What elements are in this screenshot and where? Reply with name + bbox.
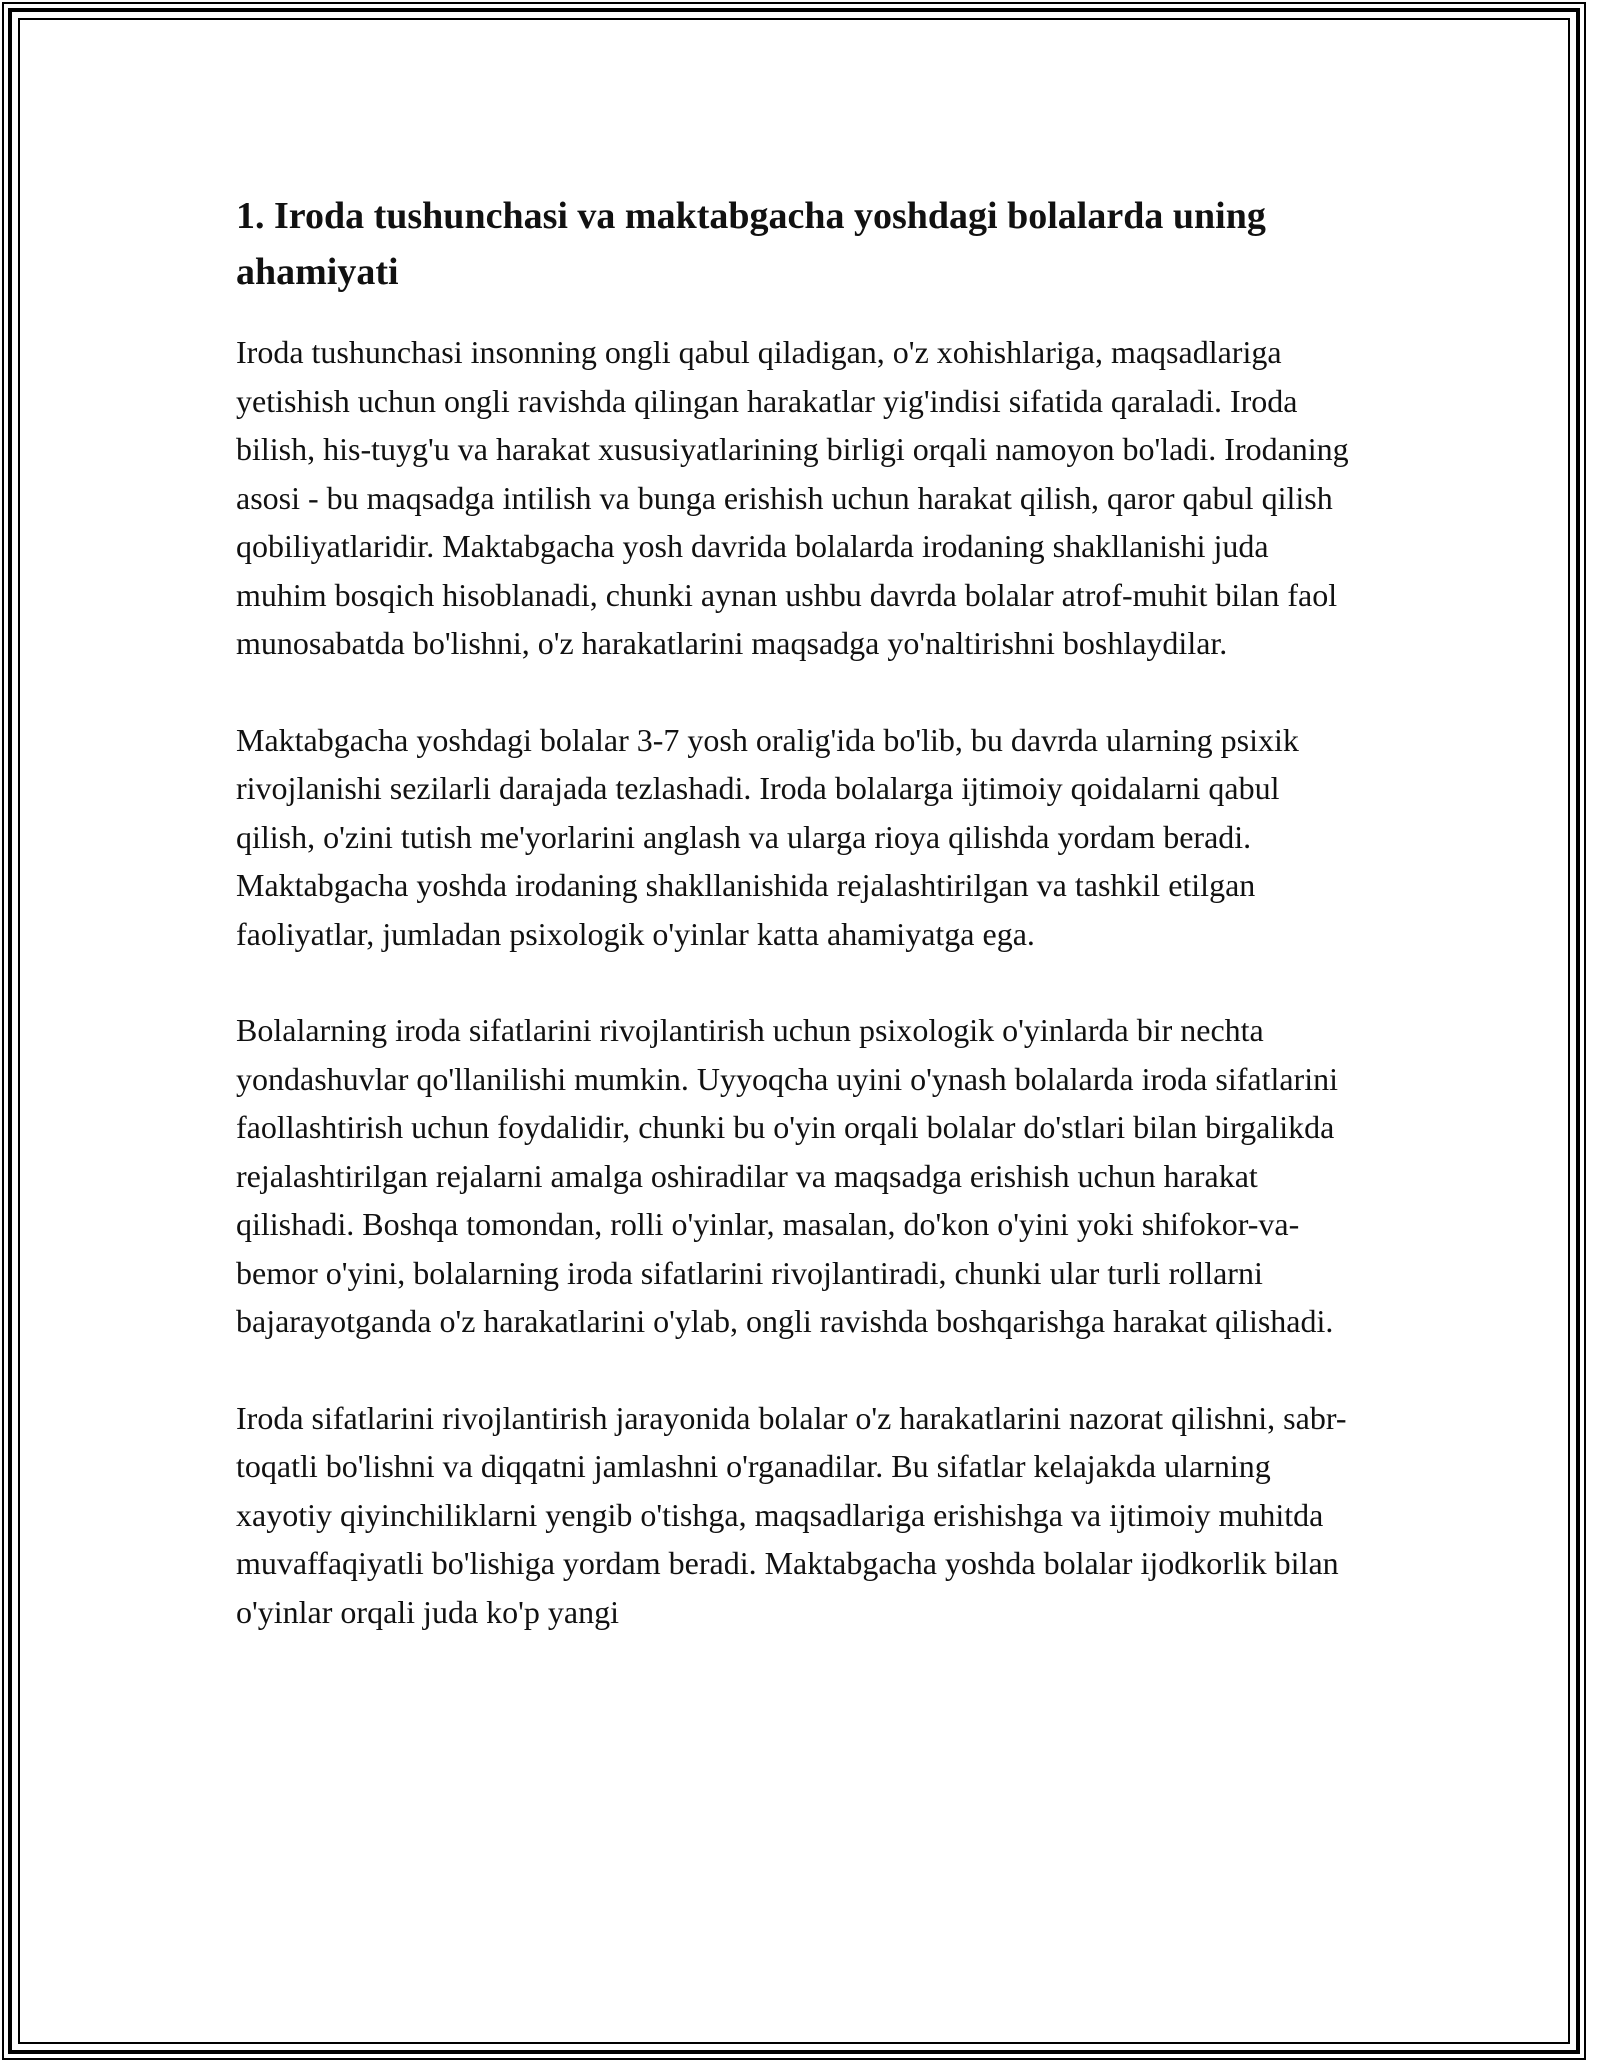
- paragraph-3: Bolalarning iroda sifatlarini rivojlantirish uchun psixologik o'yinlarda bir nechta yondashuvlar qo'llanilishi mumkin. Uyyoqcha uyini o'ynash bolalarda iroda sifatlarini faollashtirish uchun foydalidir, chunki bu o'yin orqali bolalar do'stlari bilan birgalikda rejalashtirilgan rejalarni amalga oshiradilar va maqsadga erishish uchun harakat qilishadi. Boshqa tomondan, rolli o'yinlar, masalan, do'kon o'yini yoki shifokor-va-bemor o'yini, bolalarning iroda sifatlarini rivojlantiradi, chunki ular turli rollarni bajarayotganda o'z harakatlarini o'ylab, ongli ravishda boshqarishga harakat qilishadi.: [236, 1012, 1338, 1339]
- paragraph-4: Iroda sifatlarini rivojlantirish jarayonida bolalar o'z harakatlarini nazorat qilishni, sabr-toqatli bo'lishni va diqqatni jamlashni o'rganadilar. Bu sifatlar kelajakda ularning xayotiy qiyinchiliklarni yengib o'tishga, maqsadlariga erishishga va ijtimoiy muhitda muvaffaqiyatli bo'lishiga yordam beradi. Maktabgacha yoshda bolalar ijodkorlik bilan o'yinlar orqali juda ko'p yangi: [236, 1399, 1347, 1630]
- document-body: [236, 188, 1366, 1684]
- paragraph-2: Maktabgacha yoshdagi bolalar 3-7 yosh oralig'ida bo'lib, bu davrda ularning psixik rivojlanishi sezilarli darajada tezlashadi. Iroda bolalarga ijtimoiy qoidalarni qabul qilish, o'zini tutish me'yorlarini anglash va ularga rioya qilishda yordam beradi. Maktabgacha yoshda irodaning shakllanishida rejalashtirilgan va tashkil etilgan faoliyatlar, jumladan psixologik o'yinlar katta ahamiyatga ega.: [236, 721, 1299, 952]
- section-heading: 1. Iroda tushunchasi va maktabgacha yoshdagi bolalarda uning ahamiyati: [236, 195, 1266, 293]
- paragraph-1: Iroda tushunchasi insonning ongli qabul qiladigan, o'z xohishlariga, maqsadlariga yetishish uchun ongli ravishda qilingan harakatlar yig'indisi sifatida qaraladi. Iroda bilish, his-tuyg'u va harakat xususiyatlarining birligi orqali namoyon bo'ladi. Irodaning asosi - bu maqsadga intilish va bunga erishish uchun harakat qilish, qaror qabul qilish qobiliyatlaridir. Maktabgacha yosh davrida bolalarda irodaning shakllanishi juda muhim bosqich hisoblanadi, chunki aynan ushbu davrda bolalar atrof-muhit bilan faol munosabatda bo'lishni, o'z harakatlarini maqsadga yo'naltirishni boshlaydilar.: [236, 334, 1349, 661]
